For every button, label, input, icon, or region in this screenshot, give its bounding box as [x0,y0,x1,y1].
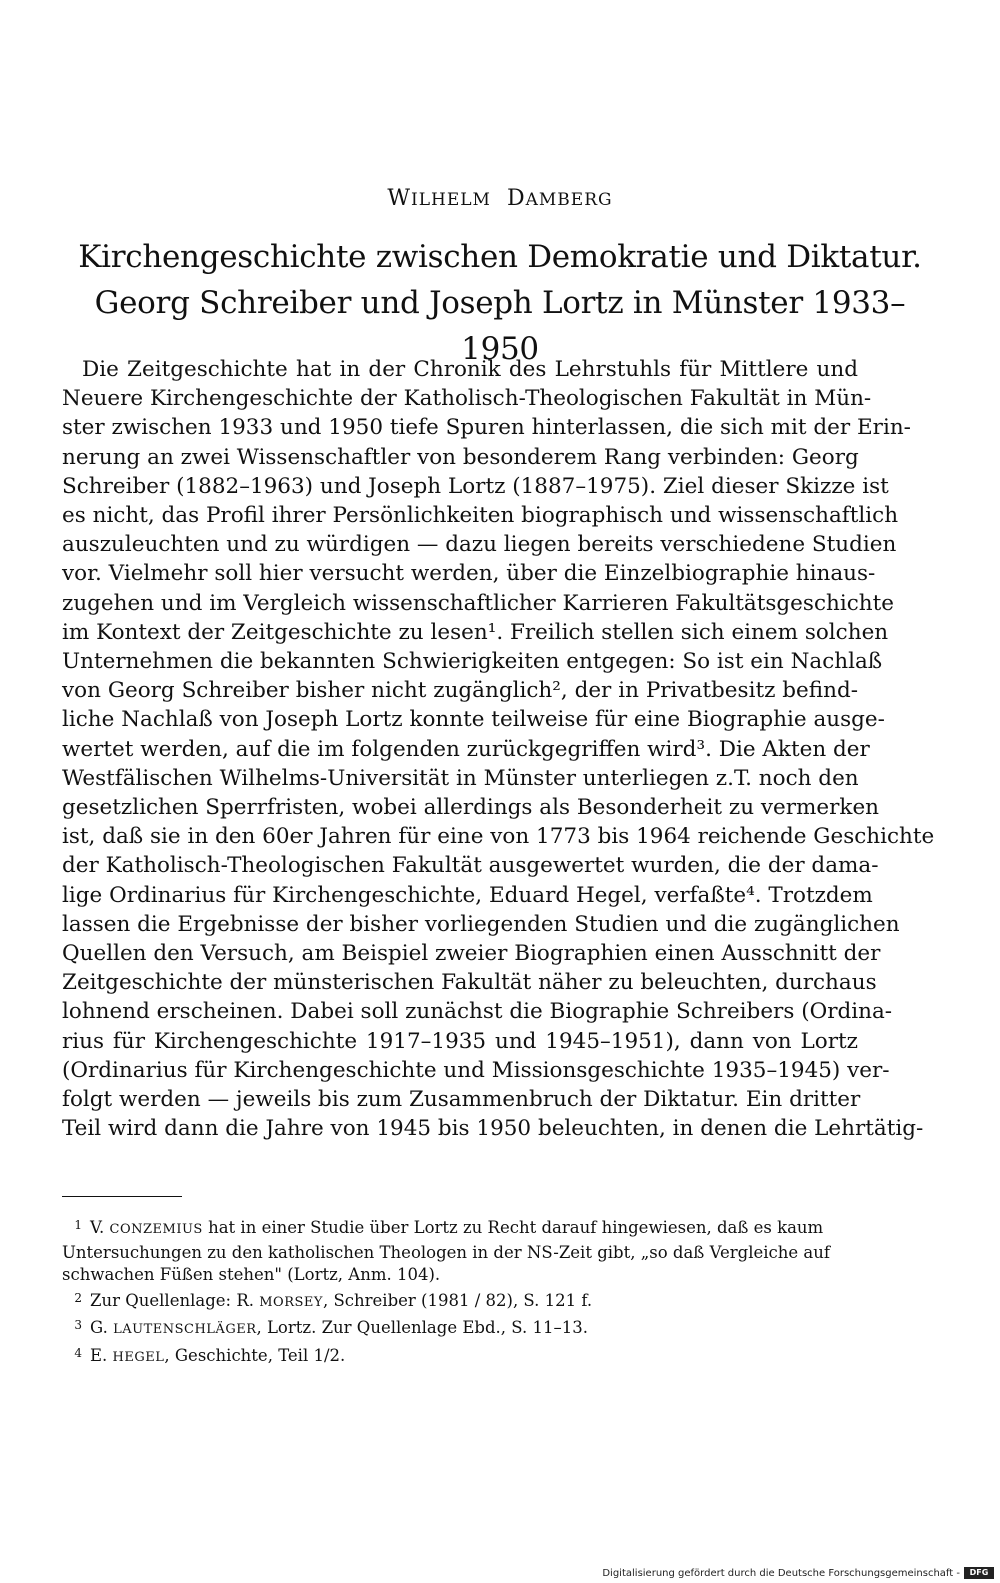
footnote-line [62,1214,858,1242]
body-line: lige Ordinarius für Kirchengeschichte, Eduard Hegel, verfaßte⁴. Trotzdem [62,882,873,908]
footnote-text: V. [90,1218,110,1237]
body-line: Unternehmen die bekannten Schwierigkeiten entgegen: So ist ein Nachlaß [62,649,883,675]
author-first-initial: W [387,186,412,211]
body-line: nerung an zwei Wissenschaftler von besonderem Rang verbinden: Georg [62,444,859,470]
body-line: gesetzlichen Sperrfristen, wobei allerdings als Besonderheit zu vermerken [62,795,880,821]
footnotes [62,1214,858,1369]
author-first-rest: ILHELM [411,190,491,210]
footnote-text: hat in einer Studie über Lortz zu Recht darauf hingewiesen, daß es kaum [202,1218,824,1237]
footnote-text: Zur Quellenlage: R. [90,1290,260,1310]
footnote-text: , Geschichte, Teil 1/2. [164,1345,346,1365]
body-line: ist, daß sie in den 60er Jahren für eine von 1773 bis 1964 reichende Geschichte [62,824,935,850]
body-line: es nicht, das Profil ihrer Persönlichkeiten biographisch und wissenschaftlich [62,503,899,529]
footnote-number: 4 [74,1345,82,1360]
footnote-text: HEGEL [112,1349,165,1365]
footnote-text: G. [90,1318,114,1337]
footnote-text: Untersuchungen zu den katholischen Theologen in der NS-Zeit gibt, „so daß Vergleiche auf [62,1242,830,1262]
body-line: vor. Vielmehr soll hier versucht werden, über die Einzelbiographie hinaus- [62,561,876,587]
footnote-text: E. [90,1345,113,1365]
footnote-text: schwachen Füßen stehen" (Lortz, Anm. 104). [62,1265,441,1284]
body-line: lohnend erscheinen. Dabei soll zunächst die Biographie Schreibers (Ordina- [62,999,893,1025]
footnote-line [62,1242,858,1265]
digitization-credit [602,1567,994,1579]
dfg-logo-icon: DFG [964,1567,994,1579]
body-line: Teil wird dann die Jahre von 1945 bis 1950 beleuchten, in denen die Lehrtätig- [62,1116,924,1142]
footnote-text: , Schreiber (1981 / 82), S. 121 f. [322,1290,593,1310]
body-line: im Kontext der Zeitgeschichte zu lesen¹. Freilich stellen sich einem solchen [62,619,889,645]
author-name [0,186,1000,211]
credit-text: Digitalisierung gefördert durch die Deutsche Forschungsgemeinschaft - [602,1567,960,1579]
footnote-rule [62,1196,182,1197]
author-last-initial: D [506,186,526,211]
body-line: Schreiber (1882–1963) und Joseph Lortz (1887–1975). Ziel dieser Skizze ist [62,473,889,499]
footnote-number: 1 [74,1218,82,1232]
footnote-text: CONZEMIUS [109,1222,203,1237]
body-line: auszuleuchten und zu würdigen — dazu liegen bereits verschiedene Studien [62,532,897,558]
title-line-2: Georg Schreiber und Joseph Lortz in Münster 1933–1950 [94,285,906,367]
body-line: rius für Kirchengeschichte 1917–1935 und 1945–1951), dann von Lortz [62,1028,858,1054]
body-line: folgt werden — jeweils bis zum Zusammenbruch der Diktatur. Ein dritter [62,1087,861,1113]
article-title [60,234,940,372]
body-line: liche Nachlaß von Joseph Lortz konnte teilweise für eine Biographie ausge- [62,707,885,733]
footnote-line [62,1314,858,1342]
footnote-line [62,1264,858,1287]
footnote-text: MORSEY [259,1294,323,1310]
body-line: Westfälischen Wilhelms-Universität in Münster unterliegen z.T. noch den [62,765,859,791]
body-line: lassen die Ergebnisse der bisher vorliegenden Studien und die zugänglichen [62,911,900,937]
body-line: Die Zeitgeschichte hat in der Chronik des Lehrstuhls für Mittlere und [82,357,858,382]
body-line: wertet werden, auf die im folgenden zurückgegriffen wird³. Die Akten der [62,736,870,762]
footnote-line [62,1287,858,1315]
footnote-text: , Lortz. Zur Quellenlage Ebd., S. 11–13. [256,1318,588,1337]
body-line: von Georg Schreiber bisher nicht zugänglich², der in Privatbesitz befind- [62,678,858,704]
footnote-number: 3 [74,1318,82,1332]
footnote-text: LAUTENSCHLÄGER [113,1322,257,1337]
author-last-rest: AMBERG [525,190,613,210]
body-line: zugehen und im Vergleich wissenschaftlicher Karrieren Fakultätsgeschichte [62,590,894,616]
body-line: Quellen den Versuch, am Beispiel zweier Biographien einen Ausschnitt der [62,941,881,967]
body-line: Zeitgeschichte der münsterischen Fakultät näher zu beleuchten, durchaus [62,970,877,996]
body-line: Neuere Kirchengeschichte der Katholisch-Theologischen Fakultät in Mün- [62,386,872,412]
footnote-number: 2 [74,1290,82,1305]
footnote-line [62,1342,858,1370]
title-line-1: Kirchengeschichte zwischen Demokratie und Diktatur. [78,239,922,275]
body-paragraph [62,355,935,1143]
body-line: ster zwischen 1933 und 1950 tiefe Spuren hinterlassen, die sich mit der Erin- [62,415,911,441]
body-line: (Ordinarius für Kirchengeschichte und Missionsgeschichte 1935–1945) ver- [62,1057,890,1083]
body-line: der Katholisch-Theologischen Fakultät ausgewertet wurden, die der dama- [62,853,879,879]
